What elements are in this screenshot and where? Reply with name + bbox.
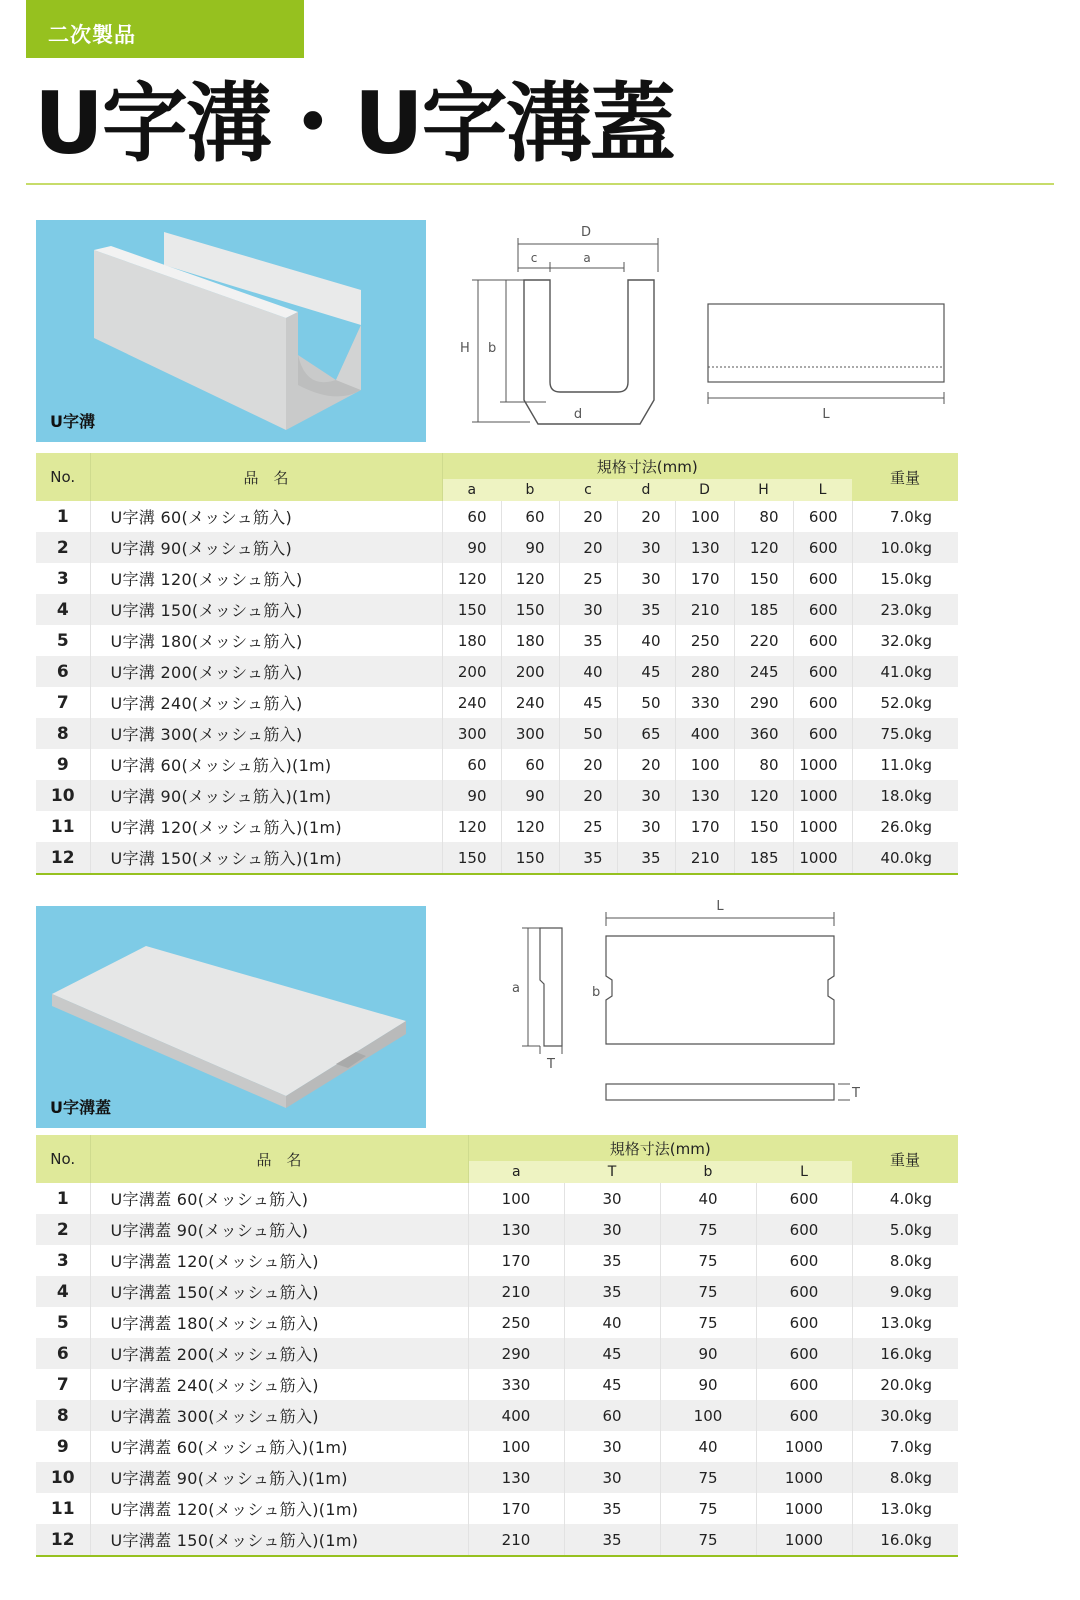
lid-label-L: L: [716, 899, 724, 914]
cell-d: 35: [617, 594, 675, 625]
cell-weight: 23.0kg: [852, 594, 958, 625]
cell-name: U字溝 90(メッシュ筋入): [90, 532, 442, 563]
cell-b: 240: [501, 687, 559, 718]
lid-label-b: b: [592, 985, 601, 1000]
cell-a: 150: [442, 842, 501, 874]
cell-D: 170: [675, 563, 734, 594]
table-row: [36, 532, 958, 563]
cell-H: 150: [734, 563, 793, 594]
table-row: [36, 780, 958, 811]
cell-name: U字溝蓋 90(メッシュ筋入): [90, 1214, 468, 1245]
cell-weight: 13.0kg: [880, 1499, 932, 1518]
table-row: [36, 1214, 958, 1245]
cell-c: 35: [559, 842, 617, 874]
lid-label-T-side: T: [852, 1086, 860, 1101]
cell-weight: 5.0kg: [852, 1214, 958, 1245]
cell-c: 40: [559, 656, 617, 687]
cell-L: 1000: [793, 749, 852, 780]
cell-L: 1000: [756, 1524, 852, 1556]
cell-no: 7: [36, 1369, 90, 1400]
cell-L: 600: [793, 594, 852, 625]
cell-b: 75: [660, 1276, 756, 1307]
cell-no: 2: [36, 532, 90, 563]
cell-d: 65: [617, 718, 675, 749]
cell-H: 360: [734, 718, 793, 749]
cell-L: 600: [793, 563, 852, 594]
cell-weight: 13.0kg: [880, 1313, 932, 1332]
cell-name: U字溝 60(メッシュ筋入): [90, 501, 442, 532]
cell-D: 210: [675, 594, 734, 625]
table-row: [36, 749, 958, 780]
cell-H: 150: [734, 811, 793, 842]
cell-D: 100: [675, 749, 734, 780]
cell-a: 210: [468, 1276, 564, 1307]
u-ditch-lid-photo-label: U字溝蓋: [50, 1098, 111, 1117]
cell-name: U字溝 120(メッシュ筋入): [90, 563, 442, 594]
cell-name: U字溝 240(メッシュ筋入): [90, 687, 442, 718]
table-row: [36, 594, 958, 625]
cell-a: 90: [442, 532, 501, 563]
cell-name: U字溝 180(メッシュ筋入): [90, 625, 442, 656]
cell-c: 45: [559, 687, 617, 718]
subcol-L: L: [793, 479, 852, 501]
cell-no: 6: [36, 656, 90, 687]
cell-name: U字溝蓋 200(メッシュ筋入): [90, 1338, 468, 1369]
cell-L: 600: [793, 501, 852, 532]
cell-no: 2: [36, 1214, 90, 1245]
cell-b: 75: [660, 1524, 756, 1556]
cell-L: 600: [793, 687, 852, 718]
cell-c: 25: [559, 811, 617, 842]
cell-L: 600: [793, 718, 852, 749]
cell-b: 90: [660, 1338, 756, 1369]
cell-a: 250: [468, 1307, 564, 1338]
subcol-b: b: [501, 479, 559, 501]
cell-a: 100: [468, 1431, 564, 1462]
cell-H: 185: [734, 842, 793, 874]
table-row: [36, 1462, 958, 1493]
cell-a: 60: [442, 749, 501, 780]
cell-b: 120: [501, 811, 559, 842]
lid-subcol-T: T: [564, 1161, 660, 1183]
cell-name: U字溝蓋 60(メッシュ筋入): [90, 1183, 468, 1214]
cell-b: 75: [660, 1245, 756, 1276]
cell-D: 170: [675, 811, 734, 842]
cell-name: U字溝蓋 180(メッシュ筋入): [90, 1307, 468, 1338]
lid-col-no: No.: [36, 1135, 90, 1183]
cell-D: 280: [675, 656, 734, 687]
u-ditch-lid-dimension-diagram: [500, 896, 920, 1116]
cell-D: 130: [675, 780, 734, 811]
table-row: [36, 1276, 958, 1307]
cell-d: 30: [617, 780, 675, 811]
cell-b: 200: [501, 656, 559, 687]
table-row: [36, 1493, 958, 1524]
cell-b: 300: [501, 718, 559, 749]
cell-weight: 20.0kg: [880, 1375, 932, 1394]
cell-weight: 18.0kg: [852, 780, 958, 811]
cell-a: 200: [442, 656, 501, 687]
cell-no: 10: [36, 1462, 90, 1493]
cell-weight: 52.0kg: [880, 693, 933, 712]
subcol-a: a: [442, 479, 501, 501]
cell-D: 130: [675, 532, 734, 563]
cell-d: 50: [617, 687, 675, 718]
cell-no: 12: [36, 842, 90, 874]
cell-d: 45: [617, 656, 675, 687]
cell-T: 45: [564, 1338, 660, 1369]
cell-b: 90: [501, 532, 559, 563]
cell-c: 35: [559, 625, 617, 656]
cell-b: 90: [501, 780, 559, 811]
cell-d: 40: [617, 625, 675, 656]
subcol-c: c: [559, 479, 617, 501]
cell-d: 20: [617, 501, 675, 532]
cell-L: 600: [756, 1338, 852, 1369]
cell-D: 250: [675, 625, 734, 656]
cell-H: 245: [734, 656, 793, 687]
cell-b: 90: [660, 1369, 756, 1400]
table-row: [36, 687, 958, 718]
label-D: D: [580, 225, 592, 240]
cell-weight: 15.0kg: [880, 569, 933, 588]
label-b: b: [488, 341, 497, 356]
u-ditch-spec-table: [36, 453, 958, 875]
cell-a: 400: [468, 1400, 564, 1431]
cell-a: 330: [468, 1369, 564, 1400]
cell-L: 600: [756, 1307, 852, 1338]
lid-col-name: 品 名: [90, 1135, 468, 1183]
cell-weight: 16.0kg: [852, 1338, 958, 1369]
label-L: L: [822, 407, 830, 422]
cell-weight: 26.0kg: [880, 817, 933, 836]
cell-name: U字溝蓋 240(メッシュ筋入): [90, 1369, 468, 1400]
lid-subcol-L: L: [756, 1161, 852, 1183]
cell-a: 100: [468, 1183, 564, 1214]
cell-T: 40: [564, 1307, 660, 1338]
cell-name: U字溝 200(メッシュ筋入): [90, 656, 442, 687]
subcol-D: D: [675, 479, 734, 501]
cell-d: 30: [617, 532, 675, 563]
cell-weight: 32.0kg: [880, 631, 933, 650]
table-row: [36, 563, 958, 594]
table-row: [36, 718, 958, 749]
cell-L: 600: [793, 656, 852, 687]
cell-no: 3: [36, 563, 90, 594]
table-row: [36, 1524, 958, 1556]
cell-c: 25: [559, 563, 617, 594]
cell-a: 170: [468, 1493, 564, 1524]
cell-b: 60: [501, 501, 559, 532]
cell-T: 35: [564, 1276, 660, 1307]
cell-c: 20: [559, 780, 617, 811]
cell-weight: 41.0kg: [852, 656, 958, 687]
cell-b: 100: [660, 1400, 756, 1431]
cell-L: 1000: [793, 811, 852, 842]
lid-col-weight: 重量: [852, 1135, 958, 1183]
cell-weight: 8.0kg: [889, 1251, 932, 1270]
cell-T: 30: [564, 1183, 660, 1214]
cell-no: 7: [36, 687, 90, 718]
cell-b: 60: [501, 749, 559, 780]
title-divider: [26, 183, 1054, 185]
label-c: c: [530, 251, 538, 265]
cell-b: 75: [660, 1307, 756, 1338]
cell-weight: 40.0kg: [852, 842, 958, 874]
cell-L: 1000: [793, 780, 852, 811]
cell-T: 30: [564, 1214, 660, 1245]
cell-weight: 8.0kg: [852, 1462, 958, 1493]
col-spec: 規格寸法(mm): [442, 453, 852, 479]
cell-D: 210: [675, 842, 734, 874]
cell-a: 300: [442, 718, 501, 749]
cell-d: 20: [617, 749, 675, 780]
cell-T: 30: [564, 1431, 660, 1462]
cell-no: 4: [36, 1276, 90, 1307]
u-ditch-dimension-diagram: [450, 222, 1010, 432]
cell-name: U字溝 90(メッシュ筋入)(1m): [90, 780, 442, 811]
table-row: [36, 811, 958, 842]
cell-weight: 30.0kg: [852, 1400, 958, 1431]
col-weight: 重量: [852, 453, 958, 501]
cell-T: 60: [564, 1400, 660, 1431]
u-ditch-table-body: [36, 501, 958, 874]
col-name: 品 名: [90, 453, 442, 501]
cell-name: U字溝 150(メッシュ筋入): [90, 594, 442, 625]
table-row: [36, 1400, 958, 1431]
cell-name: U字溝蓋 90(メッシュ筋入)(1m): [90, 1462, 468, 1493]
subcol-H: H: [734, 479, 793, 501]
cell-H: 80: [734, 749, 793, 780]
cell-H: 290: [734, 687, 793, 718]
cell-a: 170: [468, 1245, 564, 1276]
u-ditch-photo: [36, 220, 426, 442]
label-d: d: [573, 407, 583, 422]
cell-c: 50: [559, 718, 617, 749]
cell-c: 20: [559, 501, 617, 532]
cell-a: 120: [442, 563, 501, 594]
cell-no: 6: [36, 1338, 90, 1369]
cell-T: 35: [564, 1245, 660, 1276]
cell-d: 30: [617, 811, 675, 842]
table-row: [36, 501, 958, 532]
table-row: [36, 625, 958, 656]
lid-subcol-b: b: [660, 1161, 756, 1183]
table-row: [36, 1369, 958, 1400]
cell-a: 180: [442, 625, 501, 656]
cell-b: 150: [501, 842, 559, 874]
table-row: [36, 1245, 958, 1276]
category-tag: 二次製品: [26, 0, 304, 58]
cell-weight: 11.0kg: [880, 755, 933, 774]
cell-name: U字溝蓋 150(メッシュ筋入): [90, 1276, 468, 1307]
lid-label-a: a: [512, 981, 520, 996]
cell-D: 400: [675, 718, 734, 749]
cell-c: 20: [559, 532, 617, 563]
cell-no: 1: [36, 501, 90, 532]
cell-a: 210: [468, 1524, 564, 1556]
cell-T: 30: [564, 1462, 660, 1493]
cell-a: 90: [442, 780, 501, 811]
cell-b: 180: [501, 625, 559, 656]
cell-b: 75: [660, 1214, 756, 1245]
cell-no: 9: [36, 1431, 90, 1462]
cell-L: 600: [793, 532, 852, 563]
cell-a: 120: [442, 811, 501, 842]
cell-L: 600: [756, 1214, 852, 1245]
cell-no: 12: [36, 1524, 90, 1556]
cell-name: U字溝蓋 60(メッシュ筋入)(1m): [90, 1431, 468, 1462]
cell-name: U字溝 300(メッシュ筋入): [90, 718, 442, 749]
lid-label-T: T: [547, 1057, 555, 1072]
cell-d: 35: [617, 842, 675, 874]
cell-weight: 9.0kg: [852, 1276, 958, 1307]
cell-name: U字溝蓋 300(メッシュ筋入): [90, 1400, 468, 1431]
cell-weight: 7.0kg: [889, 1437, 932, 1456]
cell-D: 100: [675, 501, 734, 532]
cell-D: 330: [675, 687, 734, 718]
cell-L: 600: [793, 625, 852, 656]
cell-T: 45: [564, 1369, 660, 1400]
table-row: [36, 656, 958, 687]
cell-b: 75: [660, 1462, 756, 1493]
cell-H: 120: [734, 780, 793, 811]
cell-no: 8: [36, 718, 90, 749]
cell-b: 40: [660, 1183, 756, 1214]
cell-L: 600: [756, 1369, 852, 1400]
cell-T: 35: [564, 1493, 660, 1524]
cell-a: 290: [468, 1338, 564, 1369]
label-H: H: [460, 341, 470, 356]
cell-no: 10: [36, 780, 90, 811]
cell-T: 35: [564, 1524, 660, 1556]
cell-b: 75: [660, 1493, 756, 1524]
u-ditch-lid-table-body: [36, 1183, 958, 1556]
cell-H: 220: [734, 625, 793, 656]
cell-no: 11: [36, 1493, 90, 1524]
table-row: [36, 1307, 958, 1338]
lid-col-spec: 規格寸法(mm): [468, 1135, 852, 1161]
cell-no: 8: [36, 1400, 90, 1431]
u-ditch-lid-labels: [512, 899, 860, 1101]
u-ditch-lid-photo: [36, 906, 426, 1128]
cell-L: 1000: [756, 1431, 852, 1462]
cell-L: 600: [756, 1400, 852, 1431]
cell-name: U字溝蓋 150(メッシュ筋入)(1m): [90, 1524, 468, 1556]
cell-L: 600: [756, 1183, 852, 1214]
cell-b: 40: [660, 1431, 756, 1462]
cell-a: 130: [468, 1214, 564, 1245]
cell-L: 1000: [756, 1462, 852, 1493]
cell-a: 240: [442, 687, 501, 718]
u-ditch-lid-spec-table: [36, 1135, 958, 1557]
cell-d: 30: [617, 563, 675, 594]
cell-L: 600: [756, 1245, 852, 1276]
cell-a: 60: [442, 501, 501, 532]
cell-weight: 10.0kg: [852, 532, 958, 563]
cell-name: U字溝 120(メッシュ筋入)(1m): [90, 811, 442, 842]
subcol-d: d: [617, 479, 675, 501]
cell-b: 150: [501, 594, 559, 625]
label-a: a: [583, 251, 591, 265]
cell-L: 1000: [756, 1493, 852, 1524]
page-title: U字溝・U字溝蓋: [34, 74, 674, 174]
cell-c: 20: [559, 749, 617, 780]
table-row: [36, 1338, 958, 1369]
cell-name: U字溝蓋 120(メッシュ筋入)(1m): [90, 1493, 468, 1524]
cell-weight: 4.0kg: [889, 1189, 932, 1208]
cell-H: 80: [734, 501, 793, 532]
cell-no: 1: [36, 1183, 90, 1214]
cell-a: 130: [468, 1462, 564, 1493]
lid-subcol-a: a: [468, 1161, 564, 1183]
cell-H: 120: [734, 532, 793, 563]
cell-weight: 7.0kg: [889, 507, 933, 526]
cell-no: 5: [36, 1307, 90, 1338]
cell-no: 9: [36, 749, 90, 780]
cell-name: U字溝 60(メッシュ筋入)(1m): [90, 749, 442, 780]
cell-L: 600: [756, 1276, 852, 1307]
cell-weight: 75.0kg: [852, 718, 958, 749]
table-row: [36, 1183, 958, 1214]
cell-no: 3: [36, 1245, 90, 1276]
u-ditch-photo-label: U字溝: [50, 412, 95, 431]
cell-a: 150: [442, 594, 501, 625]
cell-no: 5: [36, 625, 90, 656]
col-no: No.: [36, 453, 90, 501]
cell-L: 1000: [793, 842, 852, 874]
cell-weight: 16.0kg: [852, 1524, 958, 1556]
cell-b: 120: [501, 563, 559, 594]
cell-no: 11: [36, 811, 90, 842]
cell-name: U字溝蓋 120(メッシュ筋入): [90, 1245, 468, 1276]
cell-no: 4: [36, 594, 90, 625]
cell-name: U字溝 150(メッシュ筋入)(1m): [90, 842, 442, 874]
cell-H: 185: [734, 594, 793, 625]
table-row: [36, 842, 958, 874]
cell-c: 30: [559, 594, 617, 625]
table-row: [36, 1431, 958, 1462]
